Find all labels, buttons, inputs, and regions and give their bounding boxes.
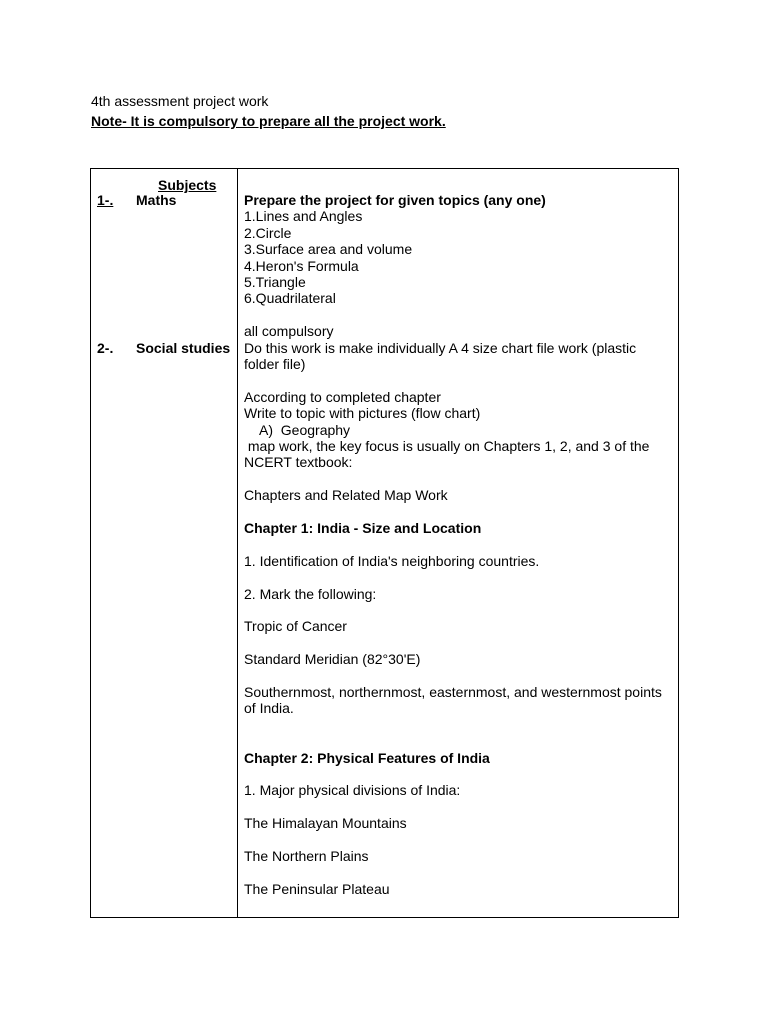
column-divider xyxy=(237,169,238,917)
blank-line xyxy=(244,504,674,520)
subject-row-maths xyxy=(97,192,176,208)
subject-name: Maths xyxy=(136,192,177,208)
content-line: 1.Lines and Angles xyxy=(244,208,363,225)
content-line: Chapter 1: India - Size and Location xyxy=(244,520,482,537)
content-line: Prepare the project for given topics (any one) xyxy=(244,192,546,208)
subject-number: 1-. xyxy=(97,192,114,208)
blank-line xyxy=(244,635,674,651)
content-line: all compulsory xyxy=(244,323,334,340)
blank-line xyxy=(244,717,674,733)
content-line: Tropic of Cancer xyxy=(244,618,347,635)
blank-line xyxy=(244,864,674,880)
subject-row-social-studies xyxy=(97,340,230,356)
content-line: 6.Quadrilateral xyxy=(244,290,336,307)
compulsory-note: Note- It is compulsory to prepare all the project work. xyxy=(91,113,446,129)
content-line: The Himalayan Mountains xyxy=(244,815,407,832)
content-line: A) Geography xyxy=(259,421,351,438)
content-line: Standard Meridian (82°30'E) xyxy=(244,651,421,668)
blank-line xyxy=(244,799,674,815)
content-line: 2. Mark the following: xyxy=(244,585,377,602)
content-line: According to completed chapter xyxy=(244,388,441,405)
content-line: Do this work is make individually A 4 size chart file work (plastic folder file) xyxy=(244,339,641,373)
content-line: 1. Major physical divisions of India: xyxy=(244,782,461,799)
blank-line xyxy=(244,307,674,323)
subject-name: Social studies xyxy=(136,340,231,356)
content-line: 5.Triangle xyxy=(244,274,306,291)
blank-line xyxy=(244,372,674,388)
content-line: 1. Identification of India's neighboring countries. xyxy=(244,552,540,569)
content-line: The Peninsular Plateau xyxy=(244,880,390,897)
content-line: 4.Heron's Formula xyxy=(244,257,359,274)
blank-line xyxy=(244,569,674,585)
project-table xyxy=(90,168,679,918)
content-line: map work, the key focus is usually on Chapters 1, 2, and 3 of the NCERT textbook: xyxy=(244,438,654,471)
blank-line xyxy=(244,733,674,749)
blank-line xyxy=(244,471,674,487)
blank-line xyxy=(244,832,674,848)
subjects-column xyxy=(91,169,237,917)
blank-line xyxy=(244,766,674,782)
content-line: Southernmost, northernmost, easternmost, and westernmost points of India. xyxy=(244,684,666,717)
blank-line xyxy=(244,602,674,618)
content-line: 2.Circle xyxy=(244,224,292,241)
subject-number: 2-. xyxy=(97,340,114,356)
page-title: 4th assessment project work xyxy=(91,93,269,109)
content-line: Chapter 2: Physical Features of India xyxy=(244,749,490,766)
content-line: Chapters and Related Map Work xyxy=(244,487,448,504)
content-line: Write to topic with pictures (flow chart) xyxy=(244,405,481,422)
content-line: The Northern Plains xyxy=(244,848,369,865)
subjects-header: Subjects xyxy=(158,177,217,193)
content-column xyxy=(244,192,674,897)
blank-line xyxy=(244,536,674,552)
content-line: 3.Surface area and volume xyxy=(244,241,413,258)
blank-line xyxy=(244,668,674,684)
